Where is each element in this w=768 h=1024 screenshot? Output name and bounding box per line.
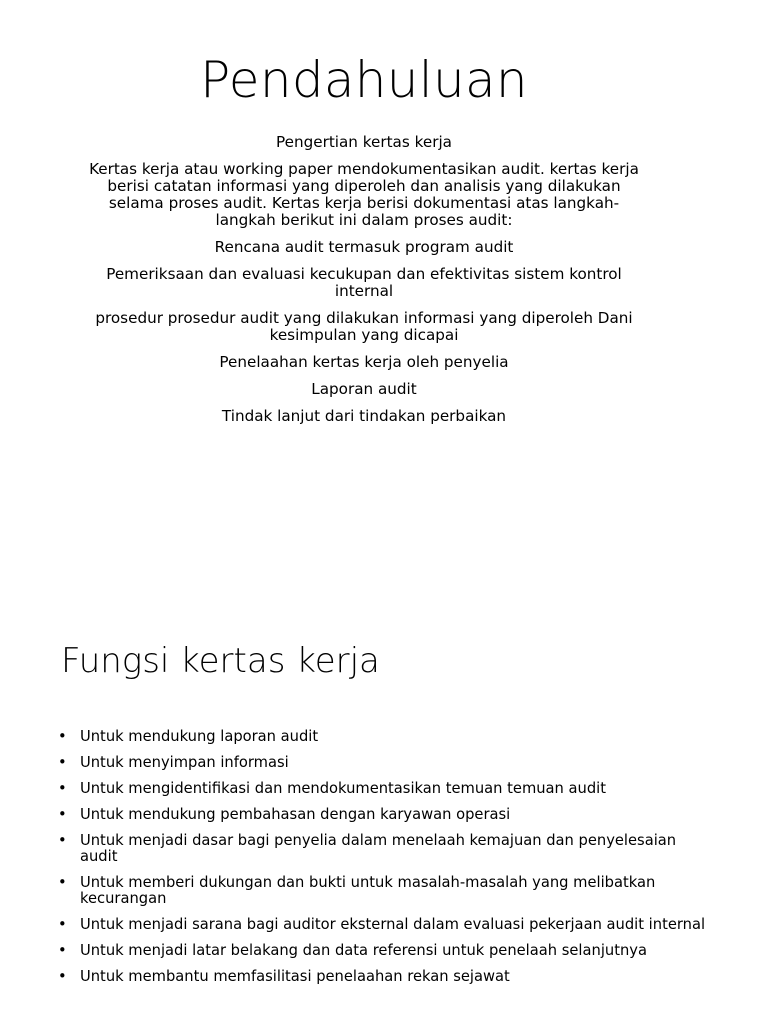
bullet-item xyxy=(58,781,718,797)
body-paragraph: Kertas kerja atau working paper mendokumentasikan audit. kertas kerja berisi catatan informasi yang diperoleh dan analisis yang dilakukan selama proses audit. Kertas kerja berisi dokumentasi atas langkah-langkah berikut ini dalam proses audit: xyxy=(89,160,639,229)
bullet-text: Untuk menjadi dasar bagi penyelia dalam menelaah kemajuan dan penyelesaian audit xyxy=(80,832,677,865)
body-paragraph: Rencana audit termasuk program audit xyxy=(214,238,514,256)
body-paragraph: Pemeriksaan dan evaluasi kecukupan dan efektivitas sistem kontrol internal xyxy=(106,265,622,300)
bullet-text: Untuk membantu memfasilitasi penelaahan rekan sejawat xyxy=(80,968,510,985)
bullet-text: Untuk menjadi sarana bagi auditor eksternal dalam evaluasi pekerjaan audit internal xyxy=(80,916,706,933)
bullet-text: Untuk menjadi latar belakang dan data referensi untuk penelaah selanjutnya xyxy=(80,942,647,959)
bullet-dot: • xyxy=(58,780,67,797)
bullet-dot: • xyxy=(58,874,67,891)
bullet-item xyxy=(58,807,718,823)
bullet-text: Untuk mendukung pembahasan dengan karyawan operasi xyxy=(80,806,511,823)
bullet-item xyxy=(58,969,718,985)
bullet-dot: • xyxy=(58,806,67,823)
bullet-list xyxy=(58,729,718,995)
bullet-item xyxy=(58,943,718,959)
bullet-item xyxy=(58,755,718,771)
bullet-item xyxy=(58,833,718,865)
body-paragraph: Penelaahan kertas kerja oleh penyelia xyxy=(219,353,509,371)
slide-body-pendahuluan xyxy=(80,134,648,435)
bullet-dot: • xyxy=(58,728,67,745)
bullet-text: Untuk mengidentifikasi dan mendokumentasikan temuan temuan audit xyxy=(80,780,607,797)
body-paragraph: Pengertian kertas kerja xyxy=(276,133,452,151)
bullet-item xyxy=(58,875,718,907)
slide-title-pendahuluan: Pendahuluan xyxy=(200,51,528,109)
bullet-dot: • xyxy=(58,942,67,959)
bullet-dot: • xyxy=(58,916,67,933)
bullet-dot: • xyxy=(58,754,67,771)
slide-title-fungsi: Fungsi kertas kerja xyxy=(61,641,380,681)
bullet-text: Untuk memberi dukungan dan bukti untuk masalah-masalah yang melibatkan kecurangan xyxy=(80,874,656,907)
bullet-text: Untuk menyimpan informasi xyxy=(80,754,289,771)
bullet-text: Untuk mendukung laporan audit xyxy=(80,728,319,745)
body-paragraph: prosedur prosedur audit yang dilakukan informasi yang diperoleh Dani kesimpulan yang dicapai xyxy=(95,309,633,344)
bullet-item xyxy=(58,729,718,745)
bullet-dot: • xyxy=(58,832,67,849)
bullet-item xyxy=(58,917,718,933)
body-paragraph: Laporan audit xyxy=(311,380,417,398)
bullet-dot: • xyxy=(58,968,67,985)
body-paragraph: Tindak lanjut dari tindakan perbaikan xyxy=(221,407,507,425)
